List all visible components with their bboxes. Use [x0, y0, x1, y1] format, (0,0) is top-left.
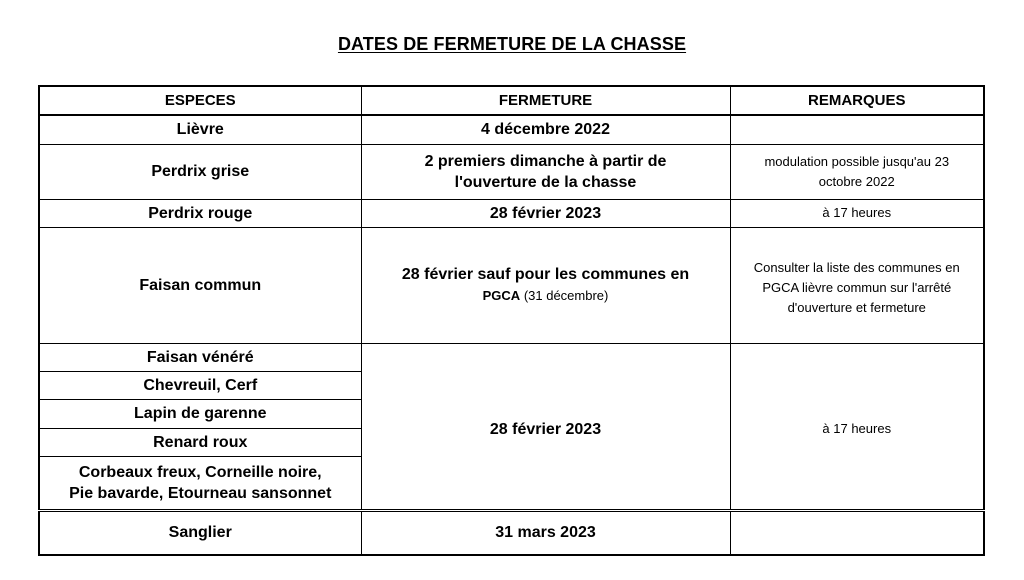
closing-cell: 28 février sauf pour les communes en PGCA (31 décembre) — [361, 227, 730, 343]
remarks-cell: à 17 heures — [730, 199, 984, 227]
species-cell: Perdrix rouge — [39, 199, 361, 227]
species-cell: Faisan commun — [39, 227, 361, 343]
species-cell: Chevreuil, Cerf — [39, 371, 361, 399]
closing-cell: 28 février 2023 — [361, 199, 730, 227]
table-row — [39, 144, 984, 199]
species-cell: Perdrix grise — [39, 144, 361, 199]
closing-cell: 31 mars 2023 — [361, 510, 730, 555]
page-title: DATES DE FERMETURE DE LA CHASSE — [337, 34, 687, 54]
table-row — [39, 115, 984, 144]
species-cell: Lièvre — [39, 115, 361, 144]
species-cell: Corbeaux freux, Corneille noire, Pie bavarde, Etourneau sansonnet — [39, 456, 361, 510]
remarks-cell: à 17 heures — [730, 343, 984, 510]
species-cell: Faisan vénéré — [39, 343, 361, 371]
remarks-cell: modulation possible jusqu'au 23 octobre 2022 — [730, 144, 984, 199]
species-cell: Renard roux — [39, 428, 361, 456]
header-species: ESPECES — [39, 86, 361, 115]
remarks-cell: Consulter la liste des communes en PGCA lièvre commun sur l'arrêté d'ouverture et fermeture — [730, 227, 984, 343]
header-row — [39, 86, 984, 115]
species-cell: Sanglier — [39, 510, 361, 555]
species-cell: Lapin de garenne — [39, 399, 361, 428]
table-row — [39, 199, 984, 227]
remarks-cell — [730, 510, 984, 555]
closing-cell: 28 février 2023 — [361, 343, 730, 510]
closing-cell: 2 premiers dimanche à partir de l'ouverture de la chasse — [361, 144, 730, 199]
table-row — [39, 510, 984, 555]
header-closing: FERMETURE — [361, 86, 730, 115]
closing-cell: 4 décembre 2022 — [361, 115, 730, 144]
table-row — [39, 343, 984, 371]
header-remarks: REMARQUES — [730, 86, 984, 115]
remarks-cell — [730, 115, 984, 144]
table-row — [39, 227, 984, 343]
hunting-closing-table — [38, 85, 985, 556]
